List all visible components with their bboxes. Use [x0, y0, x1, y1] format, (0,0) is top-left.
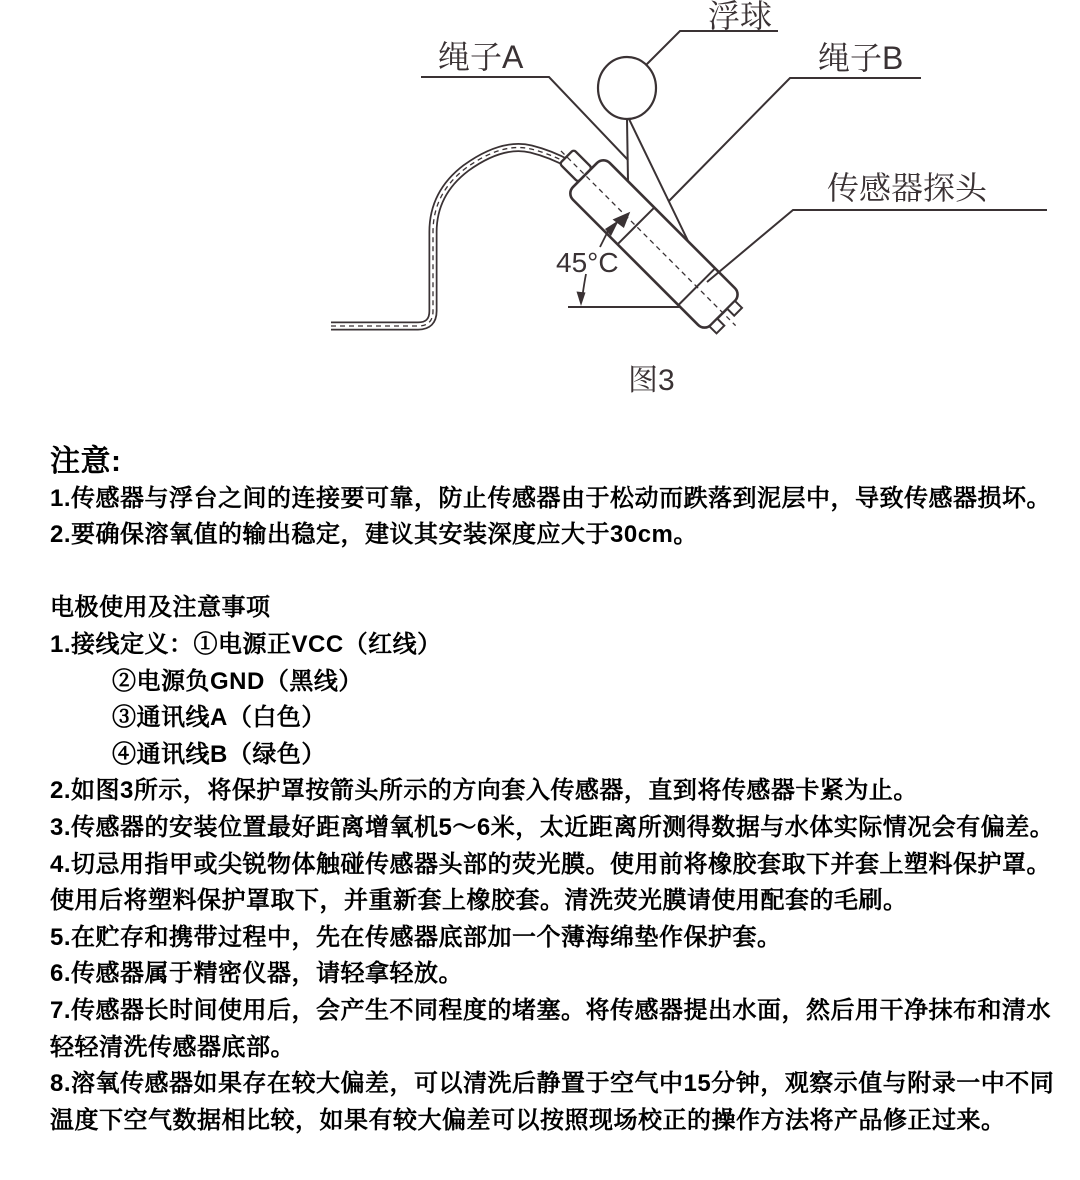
- sensor-probe-label: 传感器探头: [827, 170, 988, 206]
- angle-arrow-lower-icon: [577, 292, 586, 307]
- text-line: 4.切忌用指甲或尖锐物体触碰传感器头部的荧光膜。使用前将橡胶套取下并套上塑料保护罩。: [50, 850, 1052, 878]
- text-line: ②电源负GND（黑线）: [112, 667, 363, 695]
- text-line: 8.溶氧传感器如果存在较大偏差，可以清洗后静置于空气中15分钟，观察示值与附录一中不同: [50, 1070, 1055, 1098]
- angle-leader-upper: [600, 231, 608, 247]
- text-line: 5.在贮存和携带过程中，先在传感器底部加一个薄海绵垫作保护套。: [50, 923, 782, 951]
- float-ball-circle: [598, 57, 656, 119]
- notes-text: [50, 444, 1055, 1139]
- sensor-cable: [331, 148, 569, 326]
- text-line: 1.接线定义：①电源正VCC（红线）: [50, 630, 442, 658]
- cable-inner: [331, 148, 569, 326]
- cable-centerline: [331, 148, 569, 326]
- text-line: 1.传感器与浮台之间的连接要可靠，防止传感器由于松动而跌落到泥层中，导致传感器损坏。: [50, 484, 1052, 512]
- text-line: 7.传感器长时间使用后，会产生不同程度的堵塞。将传感器提出水面，然后用干净抹布和清水: [50, 996, 1052, 1024]
- cable-outline: [331, 148, 569, 326]
- text-line: ③通讯线A（白色）: [112, 704, 326, 732]
- text-line: 6.传感器属于精密仪器，请轻拿轻放。: [50, 960, 464, 988]
- float-ball-label: 浮球: [708, 0, 773, 34]
- text-line: 注意:: [50, 445, 122, 478]
- text-line: 电极使用及注意事项: [50, 594, 271, 622]
- text-line: 2.如图3所示，将保护罩按箭头所示的方向套入传感器，直到将传感器卡紧为止。: [50, 777, 918, 805]
- figure-3-diagram: [0, 0, 1080, 430]
- rope-b-label: 绳子B: [818, 40, 904, 76]
- float-ball-leader: [646, 31, 778, 65]
- rope-a-label: 绳子A: [438, 39, 524, 75]
- sensor-probe-leader: [707, 210, 1047, 282]
- text-line: 3.传感器的安装位置最好距离增氧机5～6米，太近距离所测得数据与水体实际情况会有偏差。: [50, 813, 1055, 841]
- text-line: 使用后将塑料保护罩取下，并重新套上橡胶套。清洗荧光膜请使用配套的毛刷。: [50, 887, 908, 915]
- text-line: [50, 554, 1055, 591]
- sensor-installation-figure: [0, 0, 1080, 430]
- figure-caption: 图3: [628, 364, 675, 397]
- text-line: 轻轻清洗传感器底部。: [50, 1033, 295, 1061]
- angle-label: 45°C: [556, 247, 619, 278]
- text-line: 温度下空气数据相比较，如果有较大偏差可以按照现场校正的操作方法将产品修正过来。: [50, 1106, 1006, 1134]
- sensor-body-group: [543, 133, 754, 344]
- text-line: 2.要确保溶氧值的输出稳定，建议其安装深度应大于30cm。: [50, 521, 698, 549]
- text-line: ④通讯线B（绿色）: [112, 740, 326, 768]
- rope-a-line: [627, 119, 628, 181]
